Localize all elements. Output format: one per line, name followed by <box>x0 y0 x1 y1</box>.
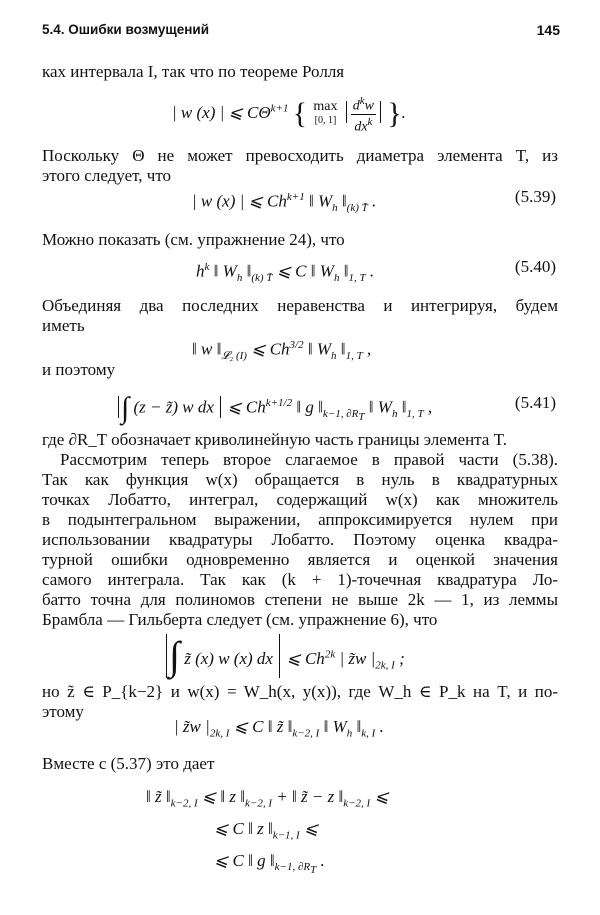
text-line: этому <box>42 702 84 721</box>
section-title: 5.4. Ошибки возмущений <box>42 22 209 37</box>
text-line: Поскольку Θ не может превосходить диаметра элемента T, из <box>42 146 558 165</box>
text-line: ках интервала I, так что по теореме Ролля <box>42 62 345 81</box>
text-line: Можно показать (см. упражнение 24), что <box>42 230 345 249</box>
equation-product-bound: | z̃w $|_{2k, I}$ ⩽ C ‖ z̃ $‖_{k-2, I}$ ‖ $W_h$ $‖_{k, I}$ . <box>174 717 384 740</box>
text-line: Объединяя два последних неравенства и интегрируя, будем <box>42 296 558 315</box>
equation-number: (5.41) <box>514 393 556 412</box>
text-line: самого интеграла. Так как (k + 1)-точечная квадратура Ло- <box>42 570 558 589</box>
text-line: Вместе с (5.37) это дает <box>42 754 215 773</box>
text-line: этого следует, что <box>42 166 172 185</box>
equation-number: (5.39) <box>514 187 556 206</box>
text-line: турной ошибки одновременно является и оценкой значения <box>42 550 558 569</box>
text-line: Так как функция w(x) обращается в нуль в квадратурных <box>42 470 558 489</box>
text-line: точках Лобатто, интеграл, содержащий w(x) как множитель <box>42 490 558 509</box>
equation-chain-2: ⩽ C ‖ z $‖_{k-1, I}$ ⩽ <box>214 819 319 842</box>
text-line: но z̃ ∈ P_{k−2} и w(x) = W_h(x, y(x)), где W_h ∈ P_k на T, и по- <box>42 682 558 701</box>
text-line: батто точна для полиномов степени не выше 2k — 1, из леммы <box>42 590 558 609</box>
text-line: где ∂R_T обозначает криволинейную часть границы элемента T. <box>42 430 507 449</box>
equation-number: (5.40) <box>514 257 556 276</box>
text-line: Брамбла — Гильберта следует (см. упражнение 6), что <box>42 610 438 629</box>
text-line: в подынтегральном выражении, аппроксимируется нулем при <box>42 510 558 529</box>
equation-rolle: | w (x) | ⩽ $C\Theta^{k+1}$ { max [0, 1] $\frac{d^kw}{dx^k}$ }. <box>172 95 406 135</box>
equation-l2-bound: ‖ w $‖_{𝓛_2 (I)}$ ⩽ $Ch^{3/2}$ ‖ $W_h$ $‖_{1, T}$ , <box>192 339 372 363</box>
equation-lobatto: ∫ z̃ (x) w (x) dx ⩽ $Ch^{2k}$ | z̃w $|_{2k, I}$ ; <box>164 634 405 682</box>
equation-5-39: | w (x) | ⩽ $Ch^{k+1}$ ‖ $W_h$ $‖_{(k) T̄}$ . <box>192 191 377 215</box>
text-line: иметь <box>42 316 85 335</box>
equation-chain-3: ⩽ C ‖ g $‖_{k-1, \partial R_T}$ . <box>214 851 325 877</box>
text-line: и поэтому <box>42 360 116 379</box>
running-head <box>42 22 560 42</box>
equation-5-40: $h^k$ ‖ $W_h$ $‖_{(k) T̄}$ ⩽ C ‖ $W_h$ $‖_{1, T}$ . <box>196 261 375 285</box>
text-line: Рассмотрим теперь второе слагаемое в правой части (5.38). <box>60 450 558 469</box>
equation-5-41: ∫ (z − z̃) w dx ⩽ $Ch^{k+1/2}$ ‖ g $‖_{k-1, \partial R_T}$ ‖ $W_h$ $‖_{1, T}$ , <box>116 392 432 428</box>
equation-chain-1: ‖ z̃ $‖_{k-2, I}$ ⩽ ‖ z $‖_{k-2, I}$ + ‖ z̃ − z $‖_{k-2, I}$ ⩽ <box>146 787 389 810</box>
page-number: 145 <box>536 22 560 38</box>
text-line: использовании квадратуры Лобатто. Поэтому оценка квадра- <box>42 530 558 549</box>
